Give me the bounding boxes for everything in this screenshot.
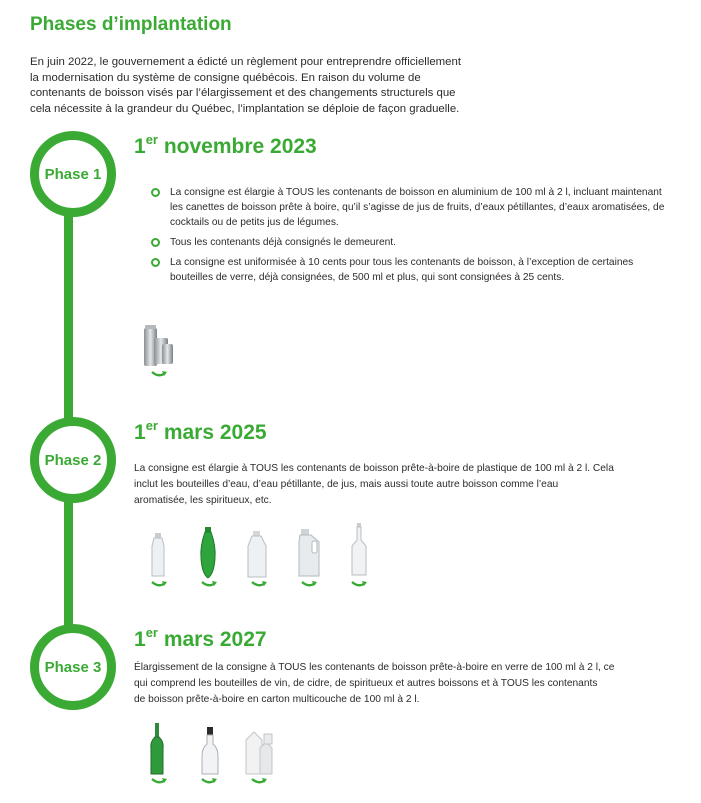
bullet-circle-icon (151, 258, 160, 267)
phase-3-text-line: Élargissement de la consigne à TOUS les contenants de boisson prête-à-boire en verre de 100 ml à 2 l, ce (134, 662, 615, 673)
page-title: Phases d’implantation (30, 14, 232, 35)
plastic-spirits-bottle-icon (350, 522, 368, 577)
phase-2-text (134, 461, 654, 509)
phase-1-date: 1er novembre 2023 (134, 132, 317, 158)
intro-line: En juin 2022, le gouvernement a édicté un règlement pour entreprendre officiellement (30, 56, 462, 68)
recycle-arrow-icon (350, 580, 368, 589)
green-plastic-bottle-icon (199, 526, 217, 580)
plastic-jug-icon (297, 528, 321, 578)
phase-3-text (134, 660, 654, 708)
recycle-arrow-icon (300, 580, 318, 589)
recycle-arrow-icon (200, 580, 218, 589)
plastic-water-bottle-icon (150, 532, 166, 578)
recycle-arrow-icon (150, 580, 168, 589)
phase-2-date: 1er mars 2025 (134, 418, 267, 444)
phase-1-bullets (150, 185, 670, 290)
recycle-arrow-icon (150, 777, 168, 786)
intro-line: la modernisation du système de consigne québécois. En raison du volume de (30, 71, 421, 84)
bullet-item: La consigne est uniformisée à 10 cents pour tous les contenants de boisson, à l’exception de certaines bouteilles de verre, déjà consignées, de 500 ml et plus, qui sont consignées à 25 cents. (150, 255, 670, 285)
phase-2-text-line: aromatisée, les spiritueux, etc. (134, 495, 272, 506)
phase-2-text-line: inclut les bouteilles d’eau, d’eau pétillante, de jus, mais aussi toute autre boisson comme l’eau (134, 479, 559, 490)
phase-2-text-line: La consigne est élargie à TOUS les contenants de boisson prête-à-boire de plastique de 100 ml à 2 l. Cela (134, 463, 614, 474)
phase-3-text-line: qui comprend les bouteilles de vin, de cidre, de spiritueux et autres boissons et à TOUS les contenants (134, 678, 598, 689)
intro-line: cela nécessite à la grandeur du Québec, l’implantation se déploie de façon graduelle. (30, 102, 460, 115)
bullet-circle-icon (151, 238, 160, 247)
bullet-item: Tous les contenants déjà consignés le demeurent. (150, 235, 670, 250)
phase-2-circle: Phase 2 (30, 417, 116, 503)
recycle-arrow-icon (200, 777, 218, 786)
recycle-arrow-icon (150, 370, 168, 379)
bullet-circle-icon (151, 188, 160, 197)
recycle-arrow-icon (250, 777, 268, 786)
glass-spirits-bottle-icon (200, 726, 220, 776)
glass-wine-bottle-icon (149, 722, 165, 776)
aluminum-cans-icon (142, 322, 176, 370)
intro-line: contenants de boisson visés par l’élargissement et des changements structurels que (30, 87, 456, 99)
recycle-arrow-icon (250, 580, 268, 589)
phase-1-circle: Phase 1 (30, 131, 116, 217)
phase-3-date: 1er mars 2027 (134, 625, 267, 651)
phase-3-circle: Phase 3 (30, 624, 116, 710)
phase-3-text-line: de boisson prête-à-boire en carton multicouche de 100 ml à 2 l. (134, 694, 420, 705)
carton-containers-icon (242, 728, 276, 776)
plastic-juice-bottle-icon (246, 530, 268, 580)
intro-paragraph (30, 55, 510, 117)
bullet-item: La consigne est élargie à TOUS les contenants de boisson en aluminium de 100 ml à 2 l, incluant maintenant les canettes de boisson prête à boire, qu’il s’agisse de jus de fruits, d’eaux pétillantes, d’eaux aromatisées, de cocktails ou de petits jus de légumes. (150, 185, 670, 230)
